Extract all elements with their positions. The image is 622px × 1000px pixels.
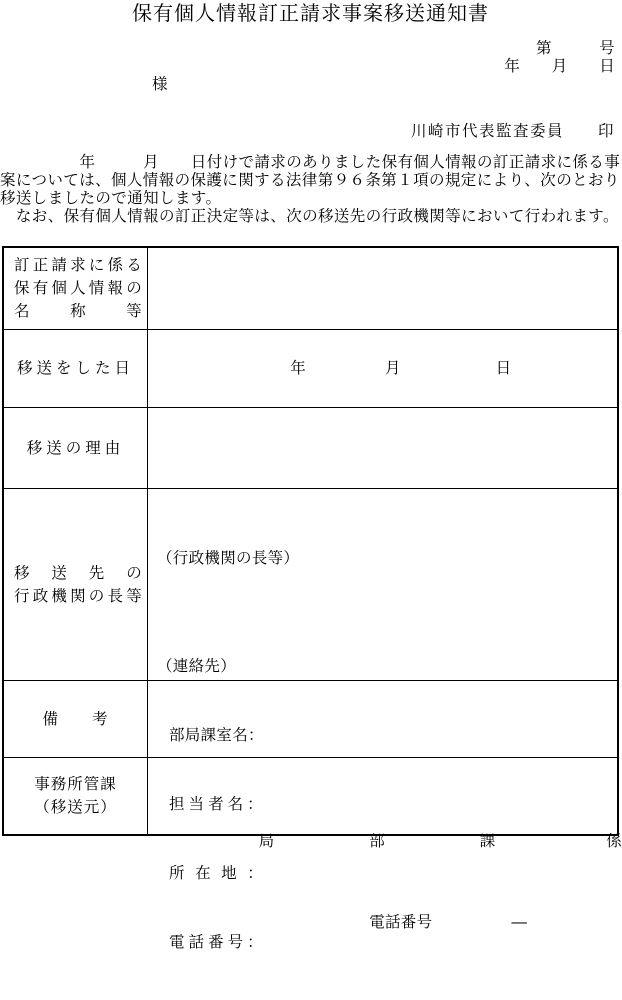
label-line: 保有個人情報の (14, 280, 142, 297)
label-line: 移 送 先 の (14, 564, 142, 582)
label-line: 訂正請求に係る (14, 257, 142, 274)
recipient-label: 様 (152, 76, 168, 93)
label-line: 移送の理由 (26, 439, 125, 457)
row-label-information-name (4, 248, 148, 329)
label-line: （移送元） (34, 799, 117, 816)
row-label-transfer-date (4, 329, 148, 407)
destination-head-label: （行政機関の長等） (157, 550, 300, 567)
field-bureau-label: 部局課室名： (169, 727, 264, 744)
label-line: 備 考 (42, 710, 109, 728)
office-phone-line: 電話番号 ― (148, 914, 528, 931)
office-org-line: 局 部 課 係 (148, 833, 622, 850)
row-label-transfer-destination (4, 488, 148, 680)
cell-transfer-date-value: 年 月 日 (148, 329, 617, 407)
row-label-remarks (4, 680, 148, 757)
label-line: 行政機関の長等 (14, 587, 142, 605)
contact-label: （連絡先） (157, 658, 237, 675)
row-label-office-in-charge (4, 757, 148, 834)
label-line: 名 称 等 (14, 303, 142, 320)
label-line: 移送をした日 (16, 360, 134, 377)
paragraph-line-1: 年 月 日付けで請求のありました保有個人情報の訂正請求に係る事 (0, 154, 621, 171)
paragraph-line-2: 案については、個人情報の保護に関する法律第９６条第１項の規定により、次のとおり (0, 172, 620, 189)
doc-number: 第 号 (535, 40, 615, 57)
row-label-transfer-reason (4, 407, 148, 488)
cell-information-name-value (148, 248, 617, 329)
cell-transfer-reason-value (148, 407, 617, 488)
transfer-table (2, 246, 622, 951)
paragraph-line-4: なお、保有個人情報の訂正決定等は、次の移送先の行政機関等において行われます。 (0, 208, 619, 225)
issuer-line: 川崎市代表監査委員 印 (410, 123, 615, 140)
body-paragraph (0, 154, 621, 226)
field-address-label: 所在地： (169, 865, 263, 882)
field-phone-label: 電話番号： (169, 934, 263, 951)
page-title: 保有個人情報訂正請求事案移送通知書 (132, 3, 489, 25)
paragraph-line-3: 移送しましたので通知します。 (0, 190, 222, 207)
cell-remarks-value (148, 680, 617, 757)
field-person-label: 担当者名： (169, 796, 263, 813)
label-line: 事務所管課 (34, 776, 117, 793)
issue-date: 年 月 日 (504, 58, 615, 75)
